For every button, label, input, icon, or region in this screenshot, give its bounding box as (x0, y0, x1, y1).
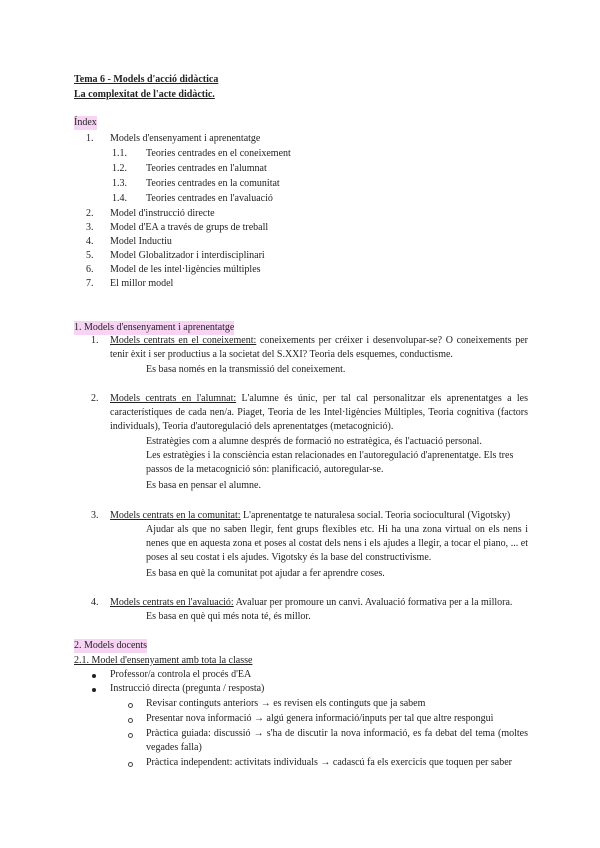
model-text: Avaluar per promoure un canvi. Avaluació formativa per a la millora. (233, 597, 513, 608)
index-item-num: 1. (86, 133, 94, 144)
index-item-label: Models d'ensenyament i aprenentatge (110, 133, 261, 144)
model-text: coneixements per créixer i desenvolupar-se? O coneixements per tenir èxit i ser productius a la societat del S.XXI? Teoria dels esquemes, conductisme. (110, 335, 529, 360)
model-num: 1. (91, 335, 99, 346)
index-item-num: 6. (86, 264, 94, 275)
bullet-dot-icon (92, 674, 96, 678)
model-num: 3. (91, 510, 99, 521)
model-lead: Models centrats en l'alumnat: (110, 393, 237, 404)
model-paragraph (110, 334, 528, 362)
section1-heading: 1. Models d'ensenyament i aprenentatge (74, 322, 235, 333)
model-note: Estratègies com a alumne després de formació no estratègica, és l'actuació personal. (146, 436, 482, 447)
index-item-num: 1.2. (112, 163, 127, 174)
index-item-num: 4. (86, 236, 94, 247)
model-paragraph (110, 392, 528, 434)
index-item-label: Model Globalitzador i interdisciplinari (110, 250, 265, 261)
index-item-label: Teories centrades en l'avaluació (146, 193, 273, 204)
bullet-circle-icon (128, 733, 133, 738)
model-note: Es basa en pensar el alumne. (146, 480, 261, 491)
model-lead: Models centrats en la comunitat: (110, 510, 241, 521)
index-item-num: 2. (86, 208, 94, 219)
sub-list-item: Pràctica independent: activitats individuals → cadascú fa els exercicis que toquen per saber (146, 757, 512, 768)
index-item-label: Model de les intel·ligències múltiples (110, 264, 261, 275)
index-heading: Índex (74, 117, 97, 128)
model-num: 4. (91, 597, 99, 608)
model-paragraph (110, 509, 510, 523)
index-item-label: Teories centrades en el coneixement (146, 148, 291, 159)
index-item-label: Model Inductiu (110, 236, 172, 247)
sub-list-item: Pràctica guiada: discussió → s'ha de discutir la nova informació, es fa debat del tema (moltes vegades falla) (146, 728, 528, 753)
index-item-label: Model d'EA a través de grups de treball (110, 222, 269, 233)
section2-subheading: 2.1. Model d'ensenyament amb tota la classe (74, 655, 253, 666)
bullet-circle-icon (128, 718, 133, 723)
index-item-num: 1.1. (112, 148, 127, 159)
index-item-label: Teories centrades en la comunitat (146, 178, 280, 189)
index-item-label: Model d'instrucció directe (110, 208, 215, 219)
model-note: Es basa només en la transmissió del coneixement. (146, 364, 346, 375)
index-item-num: 1.3. (112, 178, 127, 189)
index-item-num: 3. (86, 222, 94, 233)
model-note: Ajudar als que no saben llegir, fent grups flexibles etc. Hi ha una zona virtual on els nens i nenes que en aquesta zona et poses al costat dels nens i els ajudes a llegir, a tocar el piano, ... et poses al seu costat i els ajudes. Vigotsky és la base del constructivisme. (146, 524, 528, 563)
index-item-num: 1.4. (112, 193, 127, 204)
sub-list-item: Presentar nova informació → algú genera informació/inputs per tal que altre respongui (146, 713, 494, 724)
index-item-num: 7. (86, 278, 94, 289)
bullet-dot-icon (92, 688, 96, 692)
model-lead: Models centrats en el coneixement: (110, 335, 257, 346)
bullet-circle-icon (128, 703, 133, 708)
list-item: Instrucció directa (pregunta / resposta) (110, 683, 265, 694)
model-text: L'aprenentatge te naturalesa social. Teoria sociocultural (Vigotsky) (240, 510, 511, 521)
index-item-label: Teories centrades en l'alumnat (146, 163, 267, 174)
model-paragraph (110, 596, 512, 610)
sub-list-item: Revisar continguts anteriors → es revisen els continguts que ja sabem (146, 698, 426, 709)
doc-title: Tema 6 - Models d'acció didàctica (74, 74, 219, 85)
model-note: Es basa en què qui més nota té, és millor. (146, 611, 311, 622)
model-lead: Models centrats en l'avaluació: (110, 597, 234, 608)
section2-heading: 2. Models docents (74, 640, 148, 651)
model-note: Es basa en què la comunitat pot ajudar a fer aprendre coses. (146, 568, 385, 579)
bullet-circle-icon (128, 762, 133, 767)
list-item: Professor/a controla el procés d'EA (110, 669, 252, 680)
index-item-label: El millor model (110, 278, 174, 289)
model-note: Les estratègies i la consciència estan relacionades en l'autoregulació d'aprenentatge. Els tres passos de la metacognició són: planificació, autoregular-se. (146, 450, 514, 475)
index-item-num: 5. (86, 250, 94, 261)
model-text: L'alumne és únic, per tal cal personalitzar els aprenentatges a les característiques de cada nen/a. Piaget, Teoria de les Intel·ligències Múltiples, Teoria cognitiva (factors individuals), Teoria d'autoregulació dels aprenentatges (metacognició). (110, 393, 528, 432)
doc-subtitle: La complexitat de l'acte didàctic. (74, 89, 215, 100)
model-num: 2. (91, 393, 99, 404)
